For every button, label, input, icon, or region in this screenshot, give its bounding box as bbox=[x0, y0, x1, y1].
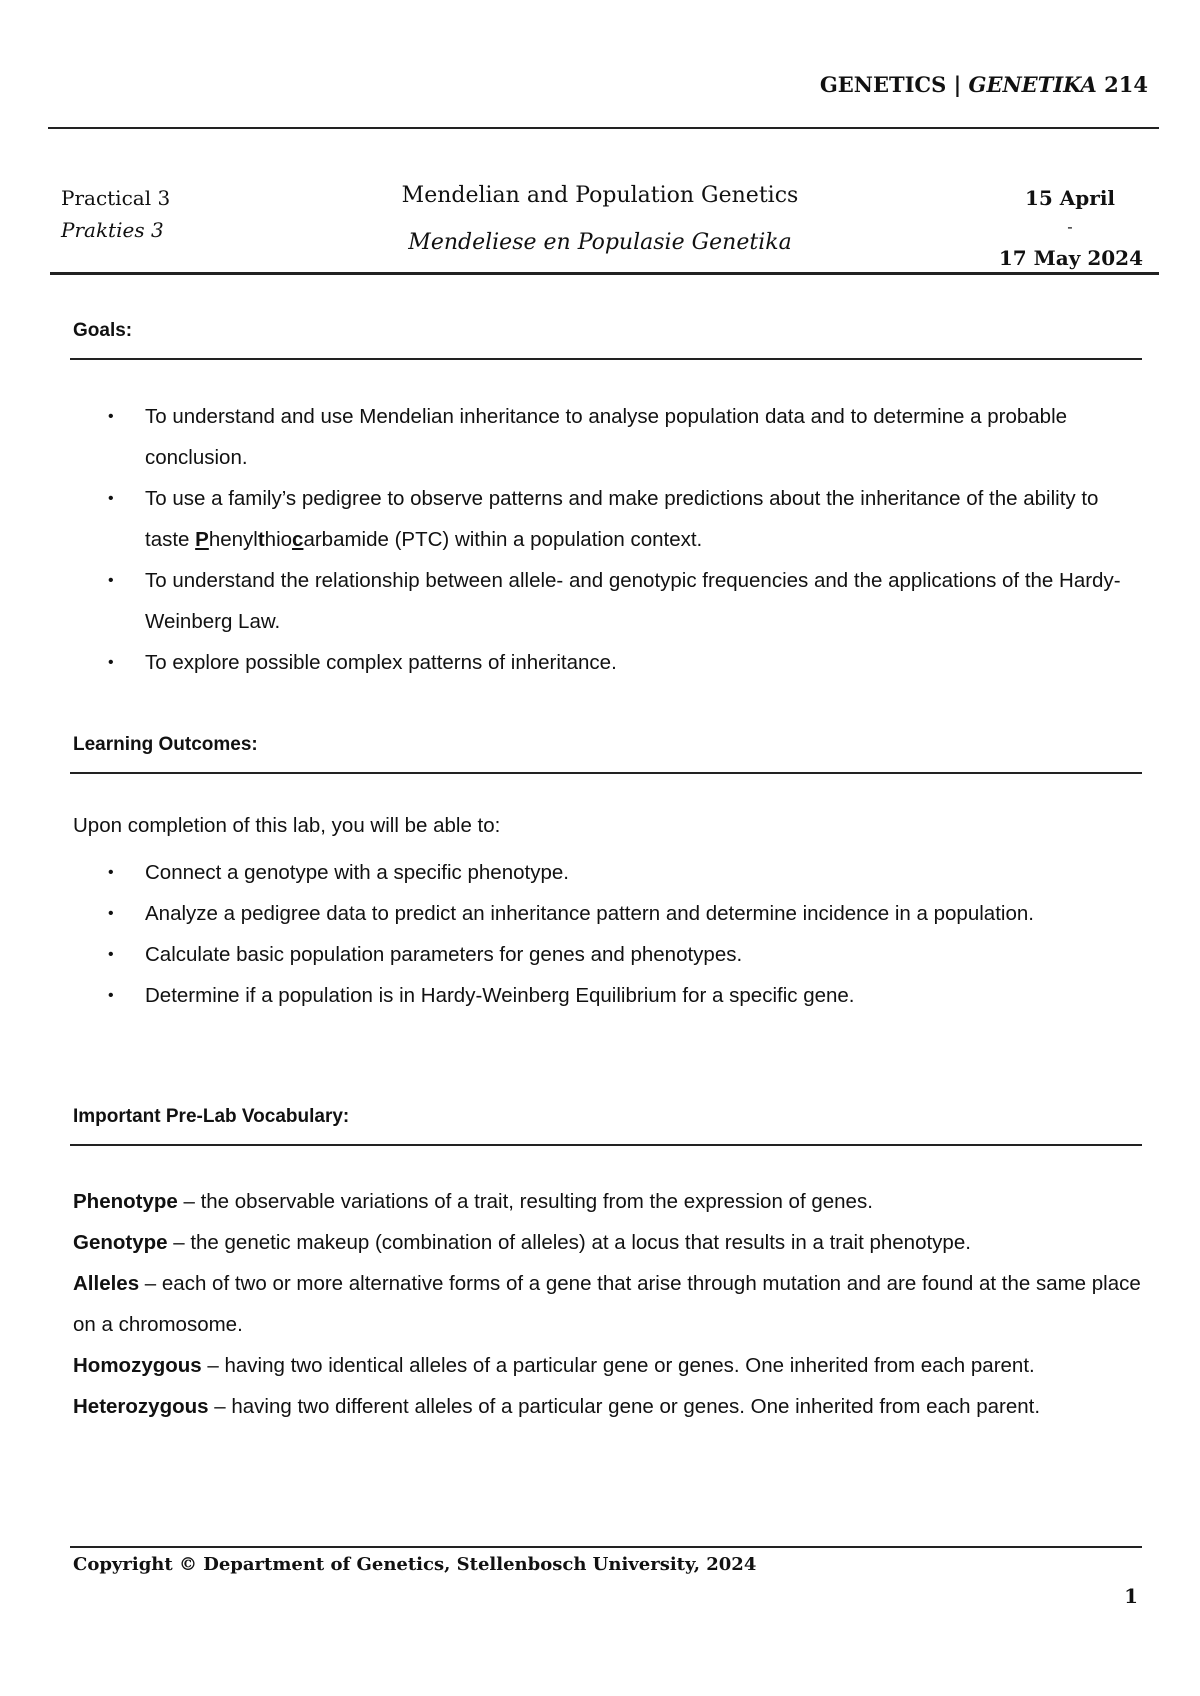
page-number: 1 bbox=[1124, 1584, 1138, 1608]
goals-list bbox=[108, 396, 1143, 683]
goal-item: • To understand and use Mendelian inheritance to analyse population data and to determine a probable conclusion. bbox=[108, 396, 1143, 478]
bullet-icon: • bbox=[108, 864, 114, 881]
date-separator: - bbox=[1067, 217, 1073, 236]
vocab-definition: – the observable variations of a trait, resulting from the expression of genes. bbox=[177, 1190, 873, 1213]
learning-outcomes-rule bbox=[70, 772, 1142, 774]
vocab-entry-phenotype bbox=[73, 1181, 1145, 1222]
goals-rule bbox=[70, 358, 1142, 360]
footer-rule bbox=[70, 1546, 1142, 1548]
vocab-entry-genotype bbox=[73, 1222, 1145, 1263]
vocab-term: Homozygous bbox=[73, 1354, 202, 1377]
outcome-item: • Calculate basic population parameters for genes and phenotypes. bbox=[108, 934, 1143, 975]
header-rule bbox=[48, 127, 1159, 129]
bullet-icon: • bbox=[108, 572, 114, 589]
vocabulary-list bbox=[73, 1181, 1145, 1427]
vocabulary-rule bbox=[70, 1144, 1142, 1146]
vocabulary-heading: Important Pre-Lab Vocabulary: bbox=[73, 1106, 350, 1127]
vocab-definition: – the genetic makeup (combination of alleles) at a locus that results in a trait phenotype. bbox=[167, 1231, 971, 1254]
learning-outcomes-intro: Upon completion of this lab, you will be able to: bbox=[73, 814, 501, 837]
learning-outcomes-heading: Learning Outcomes: bbox=[73, 734, 258, 755]
practical-number-af: Prakties 3 bbox=[61, 218, 164, 242]
bullet-icon: • bbox=[108, 490, 114, 507]
vocab-entry-homozygous bbox=[73, 1345, 1145, 1386]
outcome-item: • Analyze a pedigree data to predict an inheritance pattern and determine incidence in a population. bbox=[108, 893, 1143, 934]
course-code: GENETICS | GENETIKA 214 bbox=[819, 72, 1148, 97]
copyright-notice: Copyright © Department of Genetics, Stellenbosch University, 2024 bbox=[73, 1554, 757, 1575]
bullet-icon: • bbox=[108, 654, 114, 671]
bullet-icon: • bbox=[108, 905, 114, 922]
vocab-definition: – having two identical alleles of a particular gene or genes. One inherited from each parent. bbox=[201, 1354, 1035, 1377]
bullet-icon: • bbox=[108, 987, 114, 1004]
learning-outcomes-list bbox=[108, 852, 1143, 1016]
vocab-term: Alleles bbox=[73, 1272, 140, 1295]
title-rule bbox=[50, 272, 1159, 275]
outcome-item: • Determine if a population is in Hardy-Weinberg Equilibrium for a specific gene. bbox=[108, 975, 1143, 1016]
practical-title-af: Mendeliese en Populasie Genetika bbox=[408, 230, 792, 255]
bullet-icon: • bbox=[108, 408, 114, 425]
practical-number-en: Practical 3 bbox=[61, 186, 171, 210]
date-end: 17 May 2024 bbox=[998, 246, 1143, 270]
goal-item: • To use a family’s pedigree to observe patterns and make predictions about the inheritance of the ability to taste Phenylthiocarbamide (PTC) within a population context. bbox=[108, 478, 1143, 560]
vocab-term: Genotype bbox=[73, 1231, 168, 1254]
outcome-item: • Connect a genotype with a specific phenotype. bbox=[108, 852, 1143, 893]
vocab-term: Phenotype bbox=[73, 1190, 178, 1213]
bullet-icon: • bbox=[108, 946, 114, 963]
goals-heading: Goals: bbox=[73, 320, 133, 341]
vocab-entry-heterozygous bbox=[73, 1386, 1145, 1427]
vocab-entry-alleles bbox=[73, 1263, 1145, 1345]
date-start: 15 April bbox=[1024, 186, 1116, 210]
vocab-term: Heterozygous bbox=[73, 1395, 209, 1418]
goal-item: • To understand the relationship between allele- and genotypic frequencies and the applications of the Hardy-Weinberg Law. bbox=[108, 560, 1143, 642]
goal-item: • To explore possible complex patterns of inheritance. bbox=[108, 642, 1143, 683]
vocab-definition: – each of two or more alternative forms of a gene that arise through mutation and are found at the same place on a chromosome. bbox=[73, 1272, 1141, 1336]
practical-title-en: Mendelian and Population Genetics bbox=[401, 183, 799, 208]
vocab-definition: – having two different alleles of a particular gene or genes. One inherited from each parent. bbox=[208, 1395, 1041, 1418]
